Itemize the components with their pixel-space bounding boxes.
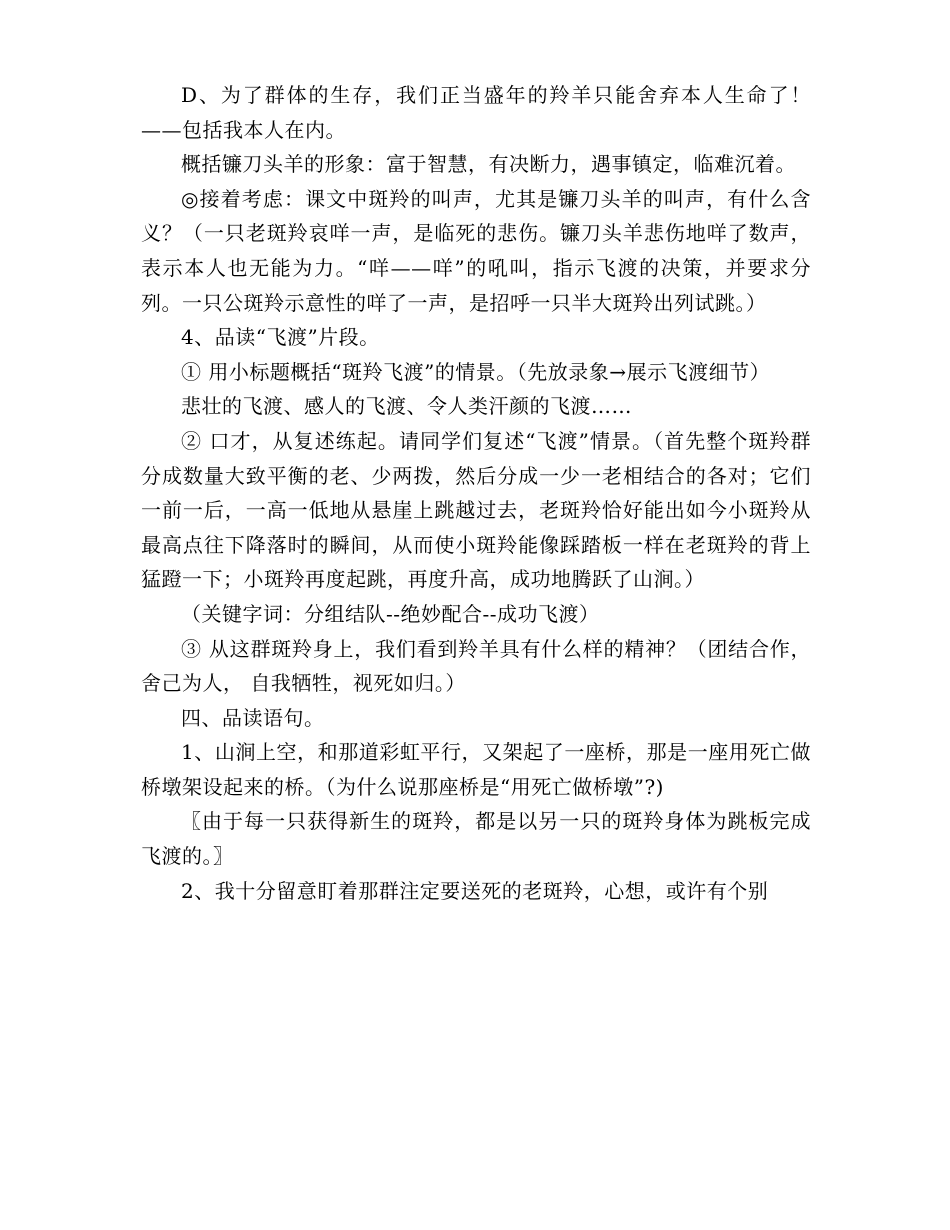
paragraph-sentence-1: 1、山涧上空，和那道彩虹平行，又架起了一座桥，那是一座用死亡做桥墩架设起来的桥。（为什么说那座桥是“用死亡做桥墩”?)	[141, 740, 811, 799]
paragraph-retell-task: ② 口才，从复述练起。请同学们复述“飞渡”情景。（首先整个斑羚群分成数量大致平衡的老、少两拨，然后分成一少一老相结合的各对；它们一前一后，一高一低地从悬崖上跳越过去，老斑羚恰好能出如今小斑羚从最高点往下降落时的瞬间，从而使小斑羚能像踩踏板一样在老斑羚的背上猛蹬一下；小斑羚再度起跳，再度升高，成功地腾跃了山涧。）	[141, 428, 811, 592]
paragraph-keywords: （关键字词：分组结队--绝妙配合--成功飞渡）	[181, 601, 600, 626]
paragraph-spirit-question: ③ 从这群斑羚身上，我们看到羚羊具有什么样的精神？（团结合作，舍己为人， 自我牺牲，视死如归。）	[141, 636, 811, 696]
paragraph-section-4-heading: 4、品读“飞渡”片段。	[181, 325, 380, 350]
document-page	[141, 78, 811, 908]
paragraph-option-d: D、为了群体的生存，我们正当盛年的羚羊只能舍弃本人生命了！——包括我本人在内。	[141, 83, 811, 142]
paragraph-section-four-heading: 四、品读语句。	[181, 705, 325, 730]
paragraph-subtitle-task: ① 用小标题概括“斑羚飞渡”的情景。（先放录象→展示飞渡细节）	[181, 359, 771, 384]
paragraph-sentence-1-answer: 〖由于每一只获得新生的斑羚，都是以另一只的斑羚身体为跳板完成飞渡的。〗	[141, 809, 811, 869]
paragraph-subtitle-examples: 悲壮的飞渡、感人的飞渡、令人类汗颜的飞渡……	[181, 394, 632, 419]
paragraph-leader-image: 概括镰刀头羊的形象：富于智慧，有决断力，遇事镇定，临难沉着。	[181, 152, 796, 177]
paragraph-cry-meaning: ◎接着考虑：课文中斑羚的叫声，尤其是镰刀头羊的叫声，有什么含义？（一只老斑羚哀咩一声，是临死的悲伤。镰刀头羊悲伤地咩了数声，表示本人也无能为力。“咩——咩”的吼叫，指示飞渡的决策，并要求分列。一只公斑羚示意性的咩了一声，是招呼一只半大斑羚出列试跳。）	[141, 186, 811, 315]
paragraph-sentence-2: 2、我十分留意盯着那群注定要送死的老斑羚，心想，或许有个别	[181, 878, 769, 903]
